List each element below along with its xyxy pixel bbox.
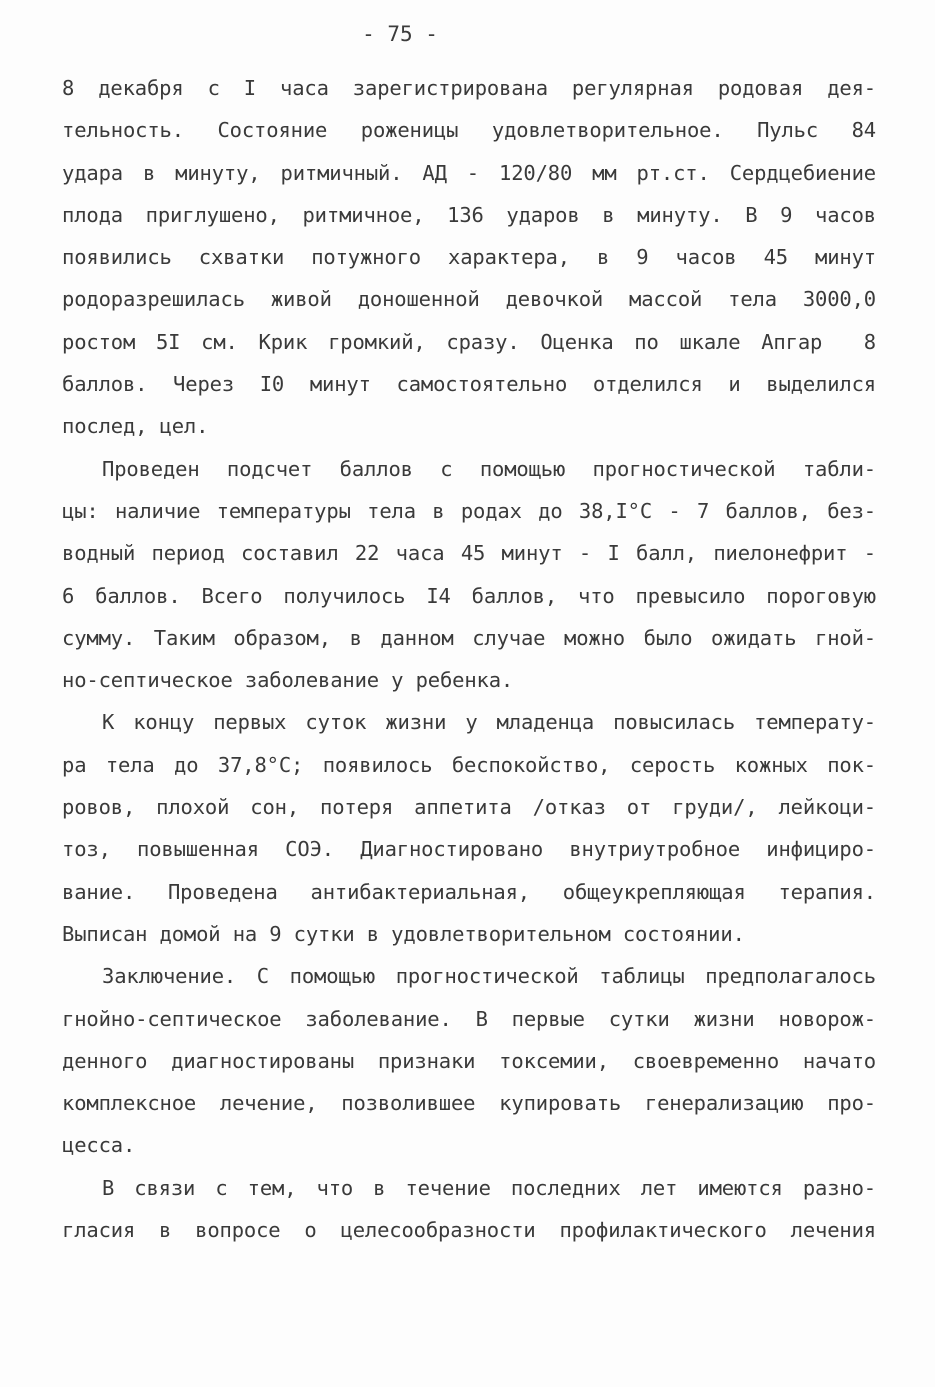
text-line: удара в минуту, ритмичный. АД - 120/80 мм рт.ст. Сердцебиение: [62, 160, 876, 185]
text-line: гласия в вопросе о целесообразности профилактического лечения: [62, 1218, 876, 1243]
text-line: вание. Проведена антибактериальная, общеукрепляющая терапия.: [62, 879, 876, 904]
text-line: комплексное лечение, позволившее купировать генерализацию про-: [62, 1091, 876, 1116]
text-line: цесса.: [62, 1133, 136, 1158]
text-line: родоразрешилась живой доношенной девочкой массой тела 3000,0: [62, 287, 876, 312]
text-line: ростом 5I см. Крик громкий, сразу. Оценка по шкале Апгар 8: [62, 329, 876, 354]
text-line: Заключение. С помощью прогностической таблицы предполагалось: [102, 964, 876, 989]
text-line: баллов. Через I0 минут самостоятельно отделился и выделился: [62, 372, 876, 397]
text-line: К концу первых суток жизни у младенца повысилась температу-: [102, 710, 876, 735]
text-line: водный период составил 22 часа 45 минут - I балл, пиелонефрит -: [62, 541, 876, 566]
document-body: [62, 67, 876, 1251]
paragraph-continuation: [62, 1167, 876, 1252]
text-line: плода приглушено, ритмичное, 136 ударов в минуту. В 9 часов: [62, 202, 876, 227]
paragraph-score-calculation: [62, 448, 876, 702]
text-line: Проведен подсчет баллов с помощью прогностической табли-: [102, 456, 876, 481]
text-line: гнойно-септическое заболевание. В первые сутки жизни новорож-: [62, 1006, 876, 1031]
text-line: денного диагностированы признаки токсемии, своевременно начато: [62, 1048, 876, 1073]
text-line: тоз, повышенная СОЭ. Диагностировано внутриутробное инфициро-: [62, 837, 876, 862]
text-line: В связи с тем, что в течение последних лет имеются разно-: [102, 1175, 876, 1200]
text-line: 6 баллов. Всего получилось I4 баллов, что превысило пороговую: [62, 583, 876, 608]
paragraph-conclusion: [62, 955, 876, 1166]
page-number: - 75 -: [362, 22, 438, 46]
text-line: цы: наличие температуры тела в родах до 38,I°C - 7 баллов, без-: [62, 498, 876, 523]
text-line: Выписан домой на 9 сутки в удовлетворительном состоянии.: [62, 921, 745, 946]
text-line: 8 декабря с I часа зарегистрирована регулярная родовая дея-: [62, 76, 876, 100]
paragraph-infant-condition: [62, 701, 876, 955]
text-line: ровов, плохой сон, потеря аппетита /отказ от груди/, лейкоци-: [62, 795, 876, 820]
text-line: появились схватки потужного характера, в 9 часов 45 минут: [62, 245, 876, 270]
text-line: но-септическое заболевание у ребенка.: [62, 668, 514, 693]
text-line: ра тела до 37,8°C; появилось беспокойство, серость кожных пок-: [62, 752, 876, 777]
text-line: тельность. Состояние роженицы удовлетворительное. Пульс 84: [62, 118, 876, 143]
text-line: послед, цел.: [62, 414, 209, 439]
text-line: сумму. Таким образом, в данном случае можно было ожидать гной-: [62, 625, 876, 650]
paragraph-delivery: [62, 67, 876, 448]
